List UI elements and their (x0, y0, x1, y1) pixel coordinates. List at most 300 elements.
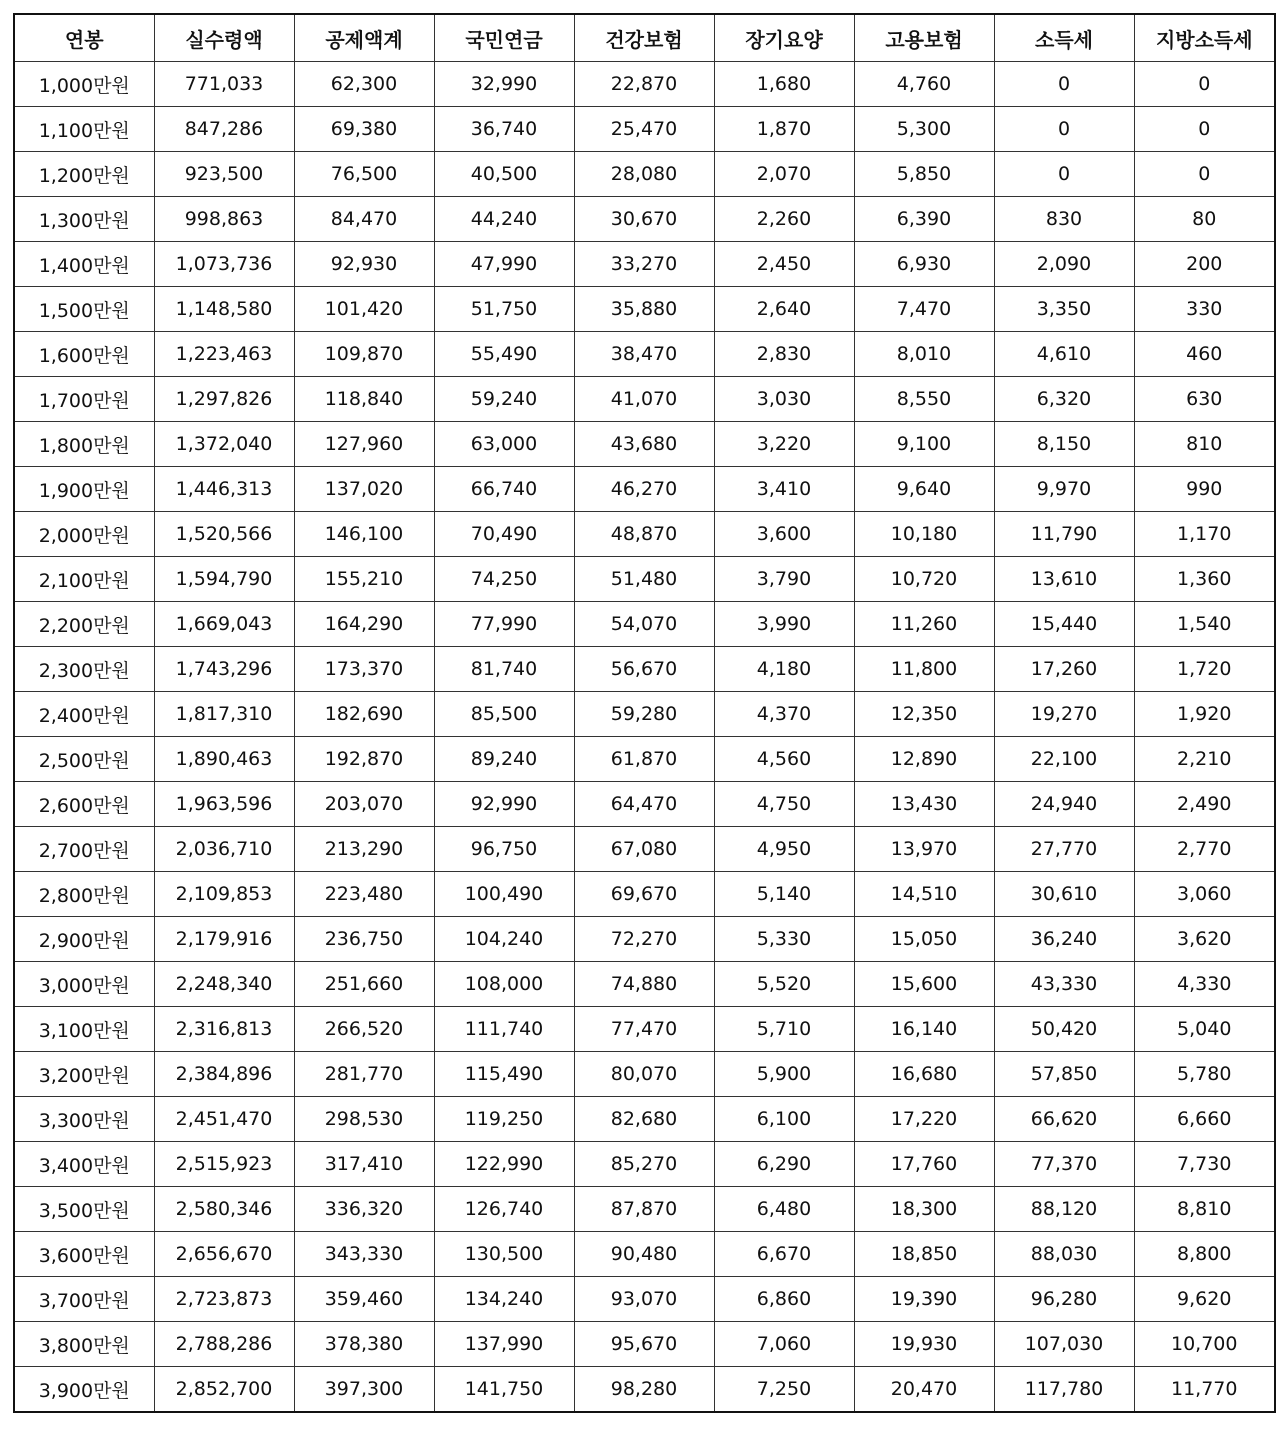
cell-net-pay: 1,223,463 (154, 332, 294, 377)
cell-national-pension: 89,240 (434, 737, 574, 782)
cell-salary: 2,900만원 (14, 917, 154, 962)
cell-income-tax: 13,610 (994, 557, 1134, 602)
cell-local-income-tax: 11,770 (1134, 1367, 1275, 1413)
cell-national-pension: 81,740 (434, 647, 574, 692)
cell-employment-insurance: 19,390 (854, 1277, 994, 1322)
table-row (14, 1142, 1275, 1187)
cell-income-tax: 0 (994, 62, 1134, 107)
cell-income-tax: 2,090 (994, 242, 1134, 287)
cell-national-pension: 59,240 (434, 377, 574, 422)
cell-national-pension: 32,990 (434, 62, 574, 107)
cell-total-deduction: 378,380 (294, 1322, 434, 1367)
cell-local-income-tax: 630 (1134, 377, 1275, 422)
cell-long-term-care: 3,030 (714, 377, 854, 422)
cell-total-deduction: 146,100 (294, 512, 434, 557)
cell-health-insurance: 30,670 (574, 197, 714, 242)
cell-salary: 1,700만원 (14, 377, 154, 422)
cell-income-tax: 77,370 (994, 1142, 1134, 1187)
cell-long-term-care: 2,830 (714, 332, 854, 377)
table-row (14, 242, 1275, 287)
cell-local-income-tax: 3,060 (1134, 872, 1275, 917)
cell-national-pension: 108,000 (434, 962, 574, 1007)
cell-net-pay: 1,743,296 (154, 647, 294, 692)
cell-long-term-care: 3,600 (714, 512, 854, 557)
cell-health-insurance: 28,080 (574, 152, 714, 197)
cell-income-tax: 15,440 (994, 602, 1134, 647)
column-header-long-term-care: 장기요양 (714, 14, 854, 62)
cell-net-pay: 2,109,853 (154, 872, 294, 917)
cell-total-deduction: 266,520 (294, 1007, 434, 1052)
cell-health-insurance: 87,870 (574, 1187, 714, 1232)
cell-employment-insurance: 10,180 (854, 512, 994, 557)
cell-salary: 2,000만원 (14, 512, 154, 557)
cell-health-insurance: 54,070 (574, 602, 714, 647)
table-row (14, 467, 1275, 512)
cell-long-term-care: 1,680 (714, 62, 854, 107)
cell-salary: 3,400만원 (14, 1142, 154, 1187)
cell-employment-insurance: 15,050 (854, 917, 994, 962)
table-row (14, 647, 1275, 692)
cell-national-pension: 111,740 (434, 1007, 574, 1052)
cell-local-income-tax: 1,170 (1134, 512, 1275, 557)
cell-employment-insurance: 17,760 (854, 1142, 994, 1187)
cell-long-term-care: 7,250 (714, 1367, 854, 1413)
column-header-income-tax: 소득세 (994, 14, 1134, 62)
cell-health-insurance: 25,470 (574, 107, 714, 152)
table-row (14, 197, 1275, 242)
table-row (14, 557, 1275, 602)
cell-health-insurance: 22,870 (574, 62, 714, 107)
cell-total-deduction: 69,380 (294, 107, 434, 152)
cell-net-pay: 1,963,596 (154, 782, 294, 827)
cell-net-pay: 1,594,790 (154, 557, 294, 602)
cell-national-pension: 51,750 (434, 287, 574, 332)
cell-income-tax: 27,770 (994, 827, 1134, 872)
cell-local-income-tax: 4,330 (1134, 962, 1275, 1007)
cell-long-term-care: 3,220 (714, 422, 854, 467)
cell-total-deduction: 317,410 (294, 1142, 434, 1187)
cell-net-pay: 1,297,826 (154, 377, 294, 422)
cell-salary: 3,100만원 (14, 1007, 154, 1052)
cell-employment-insurance: 9,640 (854, 467, 994, 512)
cell-health-insurance: 74,880 (574, 962, 714, 1007)
cell-total-deduction: 164,290 (294, 602, 434, 647)
cell-net-pay: 2,515,923 (154, 1142, 294, 1187)
cell-net-pay: 1,520,566 (154, 512, 294, 557)
table-row (14, 1367, 1275, 1413)
cell-long-term-care: 6,480 (714, 1187, 854, 1232)
cell-net-pay: 923,500 (154, 152, 294, 197)
cell-total-deduction: 397,300 (294, 1367, 434, 1413)
cell-total-deduction: 62,300 (294, 62, 434, 107)
cell-national-pension: 70,490 (434, 512, 574, 557)
cell-national-pension: 119,250 (434, 1097, 574, 1142)
cell-net-pay: 1,890,463 (154, 737, 294, 782)
cell-local-income-tax: 9,620 (1134, 1277, 1275, 1322)
cell-salary: 2,700만원 (14, 827, 154, 872)
cell-income-tax: 88,030 (994, 1232, 1134, 1277)
cell-salary: 2,600만원 (14, 782, 154, 827)
cell-total-deduction: 92,930 (294, 242, 434, 287)
cell-income-tax: 4,610 (994, 332, 1134, 377)
cell-salary: 3,200만원 (14, 1052, 154, 1097)
cell-national-pension: 36,740 (434, 107, 574, 152)
cell-total-deduction: 182,690 (294, 692, 434, 737)
cell-income-tax: 17,260 (994, 647, 1134, 692)
cell-total-deduction: 127,960 (294, 422, 434, 467)
column-header-national-pension: 국민연금 (434, 14, 574, 62)
table-row (14, 377, 1275, 422)
cell-long-term-care: 6,670 (714, 1232, 854, 1277)
cell-salary: 1,500만원 (14, 287, 154, 332)
cell-employment-insurance: 6,930 (854, 242, 994, 287)
cell-national-pension: 104,240 (434, 917, 574, 962)
cell-employment-insurance: 5,850 (854, 152, 994, 197)
cell-local-income-tax: 5,780 (1134, 1052, 1275, 1097)
table-row (14, 1052, 1275, 1097)
cell-total-deduction: 155,210 (294, 557, 434, 602)
cell-local-income-tax: 2,210 (1134, 737, 1275, 782)
table-row (14, 512, 1275, 557)
cell-local-income-tax: 8,810 (1134, 1187, 1275, 1232)
cell-net-pay: 1,669,043 (154, 602, 294, 647)
cell-long-term-care: 5,900 (714, 1052, 854, 1097)
cell-net-pay: 847,286 (154, 107, 294, 152)
cell-health-insurance: 41,070 (574, 377, 714, 422)
cell-income-tax: 107,030 (994, 1322, 1134, 1367)
cell-health-insurance: 56,670 (574, 647, 714, 692)
cell-long-term-care: 4,180 (714, 647, 854, 692)
cell-income-tax: 22,100 (994, 737, 1134, 782)
cell-income-tax: 43,330 (994, 962, 1134, 1007)
cell-net-pay: 2,451,470 (154, 1097, 294, 1142)
cell-long-term-care: 6,860 (714, 1277, 854, 1322)
cell-local-income-tax: 80 (1134, 197, 1275, 242)
cell-employment-insurance: 16,680 (854, 1052, 994, 1097)
cell-employment-insurance: 7,470 (854, 287, 994, 332)
cell-salary: 1,900만원 (14, 467, 154, 512)
cell-long-term-care: 3,790 (714, 557, 854, 602)
cell-employment-insurance: 5,300 (854, 107, 994, 152)
cell-income-tax: 0 (994, 107, 1134, 152)
cell-salary: 2,300만원 (14, 647, 154, 692)
cell-employment-insurance: 16,140 (854, 1007, 994, 1052)
cell-net-pay: 2,179,916 (154, 917, 294, 962)
cell-national-pension: 47,990 (434, 242, 574, 287)
cell-total-deduction: 137,020 (294, 467, 434, 512)
table-row (14, 962, 1275, 1007)
cell-income-tax: 19,270 (994, 692, 1134, 737)
header-row (14, 14, 1275, 62)
table-row (14, 782, 1275, 827)
cell-national-pension: 126,740 (434, 1187, 574, 1232)
cell-income-tax: 50,420 (994, 1007, 1134, 1052)
cell-local-income-tax: 1,720 (1134, 647, 1275, 692)
cell-local-income-tax: 5,040 (1134, 1007, 1275, 1052)
cell-salary: 1,000만원 (14, 62, 154, 107)
cell-net-pay: 998,863 (154, 197, 294, 242)
cell-long-term-care: 4,750 (714, 782, 854, 827)
cell-net-pay: 1,372,040 (154, 422, 294, 467)
cell-employment-insurance: 9,100 (854, 422, 994, 467)
cell-employment-insurance: 11,260 (854, 602, 994, 647)
cell-national-pension: 100,490 (434, 872, 574, 917)
cell-national-pension: 122,990 (434, 1142, 574, 1187)
cell-net-pay: 2,316,813 (154, 1007, 294, 1052)
cell-total-deduction: 101,420 (294, 287, 434, 332)
cell-net-pay: 2,656,670 (154, 1232, 294, 1277)
cell-national-pension: 55,490 (434, 332, 574, 377)
cell-net-pay: 1,148,580 (154, 287, 294, 332)
cell-salary: 3,800만원 (14, 1322, 154, 1367)
cell-income-tax: 8,150 (994, 422, 1134, 467)
table-row (14, 1007, 1275, 1052)
cell-employment-insurance: 11,800 (854, 647, 994, 692)
cell-salary: 3,900만원 (14, 1367, 154, 1413)
cell-total-deduction: 281,770 (294, 1052, 434, 1097)
cell-employment-insurance: 15,600 (854, 962, 994, 1007)
cell-national-pension: 77,990 (434, 602, 574, 647)
cell-income-tax: 9,970 (994, 467, 1134, 512)
cell-long-term-care: 2,450 (714, 242, 854, 287)
cell-local-income-tax: 10,700 (1134, 1322, 1275, 1367)
cell-salary: 1,200만원 (14, 152, 154, 197)
cell-salary: 1,800만원 (14, 422, 154, 467)
cell-local-income-tax: 0 (1134, 152, 1275, 197)
table-row (14, 1277, 1275, 1322)
cell-long-term-care: 2,070 (714, 152, 854, 197)
cell-health-insurance: 35,880 (574, 287, 714, 332)
cell-health-insurance: 90,480 (574, 1232, 714, 1277)
cell-national-pension: 130,500 (434, 1232, 574, 1277)
table-row (14, 152, 1275, 197)
cell-total-deduction: 223,480 (294, 872, 434, 917)
cell-employment-insurance: 13,970 (854, 827, 994, 872)
cell-total-deduction: 192,870 (294, 737, 434, 782)
cell-long-term-care: 3,990 (714, 602, 854, 647)
table-row (14, 422, 1275, 467)
cell-salary: 3,000만원 (14, 962, 154, 1007)
table-body (14, 62, 1275, 1413)
cell-local-income-tax: 2,770 (1134, 827, 1275, 872)
cell-net-pay: 2,723,873 (154, 1277, 294, 1322)
cell-employment-insurance: 10,720 (854, 557, 994, 602)
cell-long-term-care: 7,060 (714, 1322, 854, 1367)
cell-national-pension: 44,240 (434, 197, 574, 242)
table-row (14, 1097, 1275, 1142)
cell-salary: 3,300만원 (14, 1097, 154, 1142)
cell-net-pay: 771,033 (154, 62, 294, 107)
cell-salary: 2,100만원 (14, 557, 154, 602)
cell-employment-insurance: 20,470 (854, 1367, 994, 1413)
table-row (14, 917, 1275, 962)
cell-health-insurance: 82,680 (574, 1097, 714, 1142)
table-row (14, 602, 1275, 647)
cell-employment-insurance: 12,890 (854, 737, 994, 782)
cell-income-tax: 36,240 (994, 917, 1134, 962)
column-header-health-insurance: 건강보험 (574, 14, 714, 62)
cell-long-term-care: 2,260 (714, 197, 854, 242)
cell-health-insurance: 95,670 (574, 1322, 714, 1367)
cell-income-tax: 30,610 (994, 872, 1134, 917)
cell-health-insurance: 59,280 (574, 692, 714, 737)
cell-local-income-tax: 1,540 (1134, 602, 1275, 647)
cell-income-tax: 96,280 (994, 1277, 1134, 1322)
cell-national-pension: 66,740 (434, 467, 574, 512)
cell-salary: 1,600만원 (14, 332, 154, 377)
salary-table (13, 13, 1276, 1413)
cell-total-deduction: 336,320 (294, 1187, 434, 1232)
table-row (14, 62, 1275, 107)
cell-net-pay: 2,384,896 (154, 1052, 294, 1097)
cell-long-term-care: 5,140 (714, 872, 854, 917)
cell-health-insurance: 69,670 (574, 872, 714, 917)
cell-income-tax: 117,780 (994, 1367, 1134, 1413)
cell-national-pension: 96,750 (434, 827, 574, 872)
cell-employment-insurance: 6,390 (854, 197, 994, 242)
cell-health-insurance: 67,080 (574, 827, 714, 872)
table-row (14, 692, 1275, 737)
table-row (14, 827, 1275, 872)
column-header-salary: 연봉 (14, 14, 154, 62)
cell-net-pay: 2,580,346 (154, 1187, 294, 1232)
cell-employment-insurance: 17,220 (854, 1097, 994, 1142)
cell-local-income-tax: 2,490 (1134, 782, 1275, 827)
cell-employment-insurance: 4,760 (854, 62, 994, 107)
cell-local-income-tax: 8,800 (1134, 1232, 1275, 1277)
cell-income-tax: 88,120 (994, 1187, 1134, 1232)
cell-net-pay: 1,446,313 (154, 467, 294, 512)
cell-long-term-care: 4,560 (714, 737, 854, 782)
table-row (14, 737, 1275, 782)
cell-health-insurance: 80,070 (574, 1052, 714, 1097)
cell-local-income-tax: 200 (1134, 242, 1275, 287)
table-row (14, 1232, 1275, 1277)
cell-salary: 1,400만원 (14, 242, 154, 287)
cell-net-pay: 1,817,310 (154, 692, 294, 737)
cell-health-insurance: 33,270 (574, 242, 714, 287)
cell-total-deduction: 109,870 (294, 332, 434, 377)
table-header (14, 14, 1275, 62)
cell-national-pension: 137,990 (434, 1322, 574, 1367)
cell-national-pension: 92,990 (434, 782, 574, 827)
cell-national-pension: 115,490 (434, 1052, 574, 1097)
cell-health-insurance: 51,480 (574, 557, 714, 602)
cell-health-insurance: 38,470 (574, 332, 714, 377)
cell-long-term-care: 4,370 (714, 692, 854, 737)
column-header-employment-insurance: 고용보험 (854, 14, 994, 62)
cell-employment-insurance: 18,300 (854, 1187, 994, 1232)
cell-local-income-tax: 1,360 (1134, 557, 1275, 602)
cell-total-deduction: 118,840 (294, 377, 434, 422)
cell-health-insurance: 61,870 (574, 737, 714, 782)
cell-health-insurance: 72,270 (574, 917, 714, 962)
cell-salary: 2,400만원 (14, 692, 154, 737)
cell-salary: 3,500만원 (14, 1187, 154, 1232)
cell-long-term-care: 1,870 (714, 107, 854, 152)
cell-total-deduction: 213,290 (294, 827, 434, 872)
cell-local-income-tax: 330 (1134, 287, 1275, 332)
cell-health-insurance: 98,280 (574, 1367, 714, 1413)
cell-income-tax: 830 (994, 197, 1134, 242)
cell-employment-insurance: 12,350 (854, 692, 994, 737)
cell-net-pay: 2,788,286 (154, 1322, 294, 1367)
cell-local-income-tax: 0 (1134, 62, 1275, 107)
cell-long-term-care: 5,330 (714, 917, 854, 962)
cell-total-deduction: 298,530 (294, 1097, 434, 1142)
cell-employment-insurance: 8,550 (854, 377, 994, 422)
cell-long-term-care: 2,640 (714, 287, 854, 332)
cell-total-deduction: 359,460 (294, 1277, 434, 1322)
cell-national-pension: 85,500 (434, 692, 574, 737)
cell-national-pension: 63,000 (434, 422, 574, 467)
cell-net-pay: 2,036,710 (154, 827, 294, 872)
cell-long-term-care: 5,710 (714, 1007, 854, 1052)
cell-employment-insurance: 14,510 (854, 872, 994, 917)
column-header-total-deduction: 공제액계 (294, 14, 434, 62)
cell-total-deduction: 84,470 (294, 197, 434, 242)
cell-total-deduction: 76,500 (294, 152, 434, 197)
cell-total-deduction: 251,660 (294, 962, 434, 1007)
cell-health-insurance: 93,070 (574, 1277, 714, 1322)
cell-employment-insurance: 8,010 (854, 332, 994, 377)
cell-income-tax: 66,620 (994, 1097, 1134, 1142)
cell-local-income-tax: 990 (1134, 467, 1275, 512)
cell-long-term-care: 6,290 (714, 1142, 854, 1187)
cell-local-income-tax: 1,920 (1134, 692, 1275, 737)
table-row (14, 1187, 1275, 1232)
cell-net-pay: 2,248,340 (154, 962, 294, 1007)
cell-health-insurance: 43,680 (574, 422, 714, 467)
table-row (14, 332, 1275, 377)
cell-long-term-care: 5,520 (714, 962, 854, 1007)
table-row (14, 107, 1275, 152)
cell-income-tax: 0 (994, 152, 1134, 197)
cell-salary: 3,700만원 (14, 1277, 154, 1322)
cell-local-income-tax: 6,660 (1134, 1097, 1275, 1142)
cell-long-term-care: 6,100 (714, 1097, 854, 1142)
cell-salary: 1,100만원 (14, 107, 154, 152)
table-row (14, 287, 1275, 332)
cell-employment-insurance: 19,930 (854, 1322, 994, 1367)
cell-total-deduction: 173,370 (294, 647, 434, 692)
cell-net-pay: 1,073,736 (154, 242, 294, 287)
cell-long-term-care: 3,410 (714, 467, 854, 512)
column-header-local-income-tax: 지방소득세 (1134, 14, 1275, 62)
cell-salary: 1,300만원 (14, 197, 154, 242)
cell-local-income-tax: 7,730 (1134, 1142, 1275, 1187)
cell-national-pension: 141,750 (434, 1367, 574, 1413)
cell-income-tax: 11,790 (994, 512, 1134, 557)
cell-local-income-tax: 0 (1134, 107, 1275, 152)
cell-health-insurance: 85,270 (574, 1142, 714, 1187)
cell-employment-insurance: 13,430 (854, 782, 994, 827)
cell-income-tax: 6,320 (994, 377, 1134, 422)
cell-salary: 2,200만원 (14, 602, 154, 647)
cell-long-term-care: 4,950 (714, 827, 854, 872)
table-row (14, 872, 1275, 917)
cell-national-pension: 40,500 (434, 152, 574, 197)
cell-local-income-tax: 3,620 (1134, 917, 1275, 962)
cell-income-tax: 57,850 (994, 1052, 1134, 1097)
cell-national-pension: 134,240 (434, 1277, 574, 1322)
cell-health-insurance: 77,470 (574, 1007, 714, 1052)
cell-national-pension: 74,250 (434, 557, 574, 602)
cell-total-deduction: 203,070 (294, 782, 434, 827)
cell-local-income-tax: 810 (1134, 422, 1275, 467)
cell-total-deduction: 236,750 (294, 917, 434, 962)
cell-health-insurance: 64,470 (574, 782, 714, 827)
